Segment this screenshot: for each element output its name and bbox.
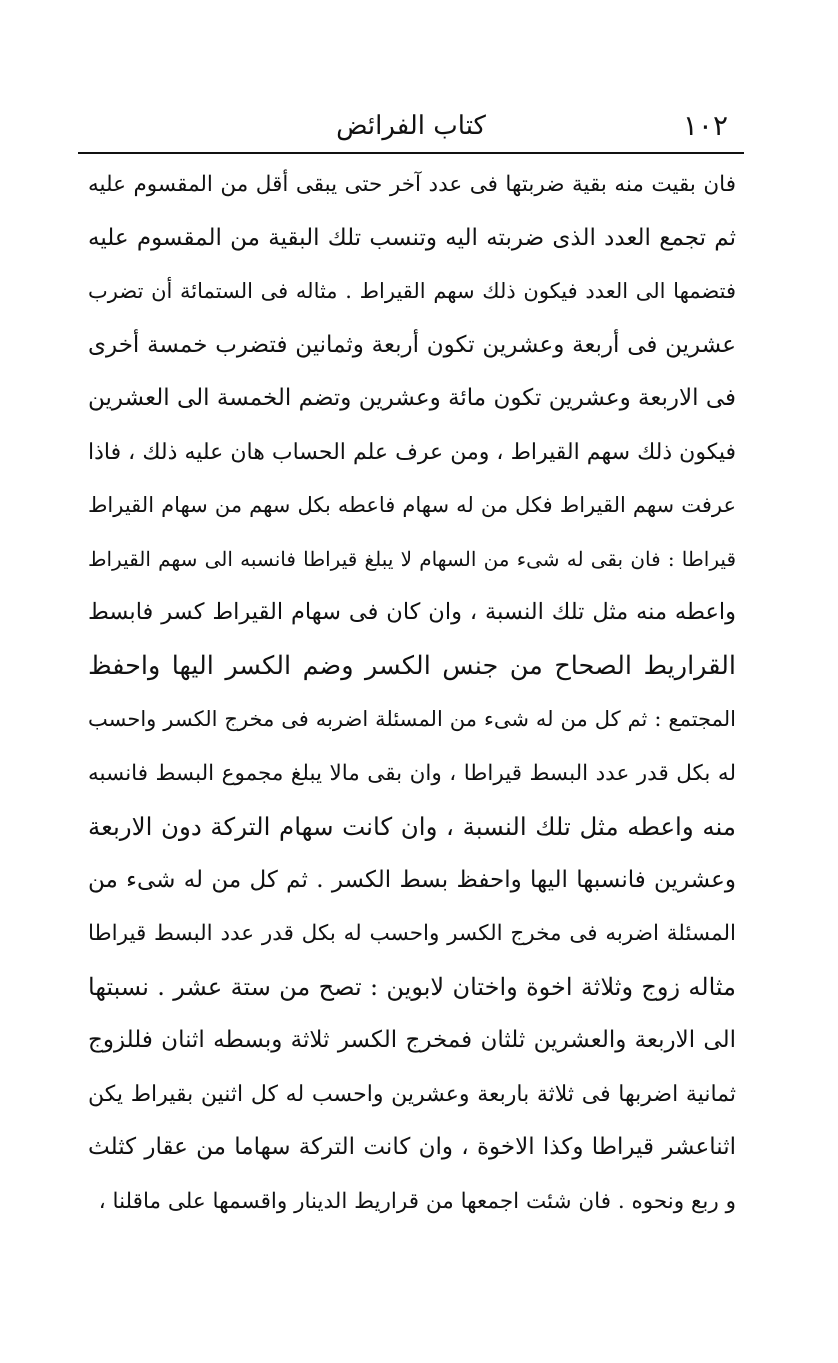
- text-line: ثمانية اضربها فى ثلاثة باربعة وعشرين واحسب له كل اثنين بقيراط يكن: [88, 1081, 736, 1107]
- text-line: منه واعطه مثل تلك النسبة ، وان كانت سهام التركة دون الاربعة: [88, 812, 736, 841]
- text-line: فتضمها الى العدد فيكون ذلك سهم القيراط . مثاله فى الستمائة أن تضرب: [88, 279, 736, 303]
- text-line: واعطه منه مثل تلك النسبة ، وان كان فى سهام القيراط كسر فابسط: [88, 599, 736, 625]
- header-rule: [78, 152, 744, 154]
- text-line: الى الاربعة والعشرين ثلثان فمخرج الكسر ثلاثة وبسطه اثنان فللزوج: [88, 1027, 736, 1053]
- running-title: كتاب الفرائض: [336, 111, 486, 141]
- text-line: عشرين فى أربعة وعشرين تكون أربعة وثمانين فتضرب خمسة أخرى: [88, 331, 736, 358]
- page-header: [78, 100, 744, 152]
- text-line: اثناعشر قيراطا وكذا الاخوة ، وان كانت التركة سهاما من عقار كثلث: [88, 1134, 736, 1160]
- text-line: فان بقيت منه بقية ضربتها فى عدد آخر حتى يبقى أقل من المقسوم عليه: [88, 172, 736, 197]
- text-line: قيراطا : فان بقى له شىء من السهام لا يبلغ قيراطا فانسبه الى سهم القيراط: [88, 546, 736, 571]
- text-line: و ربع ونحوه . فان شئت اجمعها من قراريط الدينار واقسمها على ماقلنا ،: [98, 1188, 736, 1214]
- text-line: القراريط الصحاح من جنس الكسر وضم الكسر اليها واحفظ: [88, 650, 736, 681]
- text-line: وعشرين فانسبها اليها واحفظ بسط الكسر . ثم كل من له شىء من: [88, 866, 736, 893]
- text-line: فى الاربعة وعشرين تكون مائة وعشرين وتضم الخمسة الى العشرين: [88, 385, 736, 411]
- text-line: عرفت سهم القيراط فكل من له سهام فاعطه بكل سهم من سهام القيراط: [88, 493, 736, 517]
- text-line: فيكون ذلك سهم القيراط ، ومن عرف علم الحساب هان عليه ذلك ، فاذا: [88, 439, 736, 465]
- page-number: ١٠٢: [682, 109, 728, 142]
- text-line: المسئلة اضربه فى مخرج الكسر واحسب له بكل قدر عدد البسط قيراطا: [88, 921, 736, 946]
- text-line: مثاله زوج وثلاثة اخوة واختان لابوين : تصح من ستة عشر . نسبتها: [88, 972, 736, 1001]
- text-line: المجتمع : ثم كل من له شىء من المسئلة اضربه فى مخرج الكسر واحسب: [88, 707, 736, 731]
- text-line: له بكل قدر عدد البسط قيراطا ، وان بقى مالا يبلغ مجموع البسط فانسبه: [88, 760, 736, 786]
- body-text: [88, 158, 736, 1228]
- text-line: ثم تجمع العدد الذى ضربته اليه وتنسب تلك البقية من المقسوم عليه: [88, 224, 736, 251]
